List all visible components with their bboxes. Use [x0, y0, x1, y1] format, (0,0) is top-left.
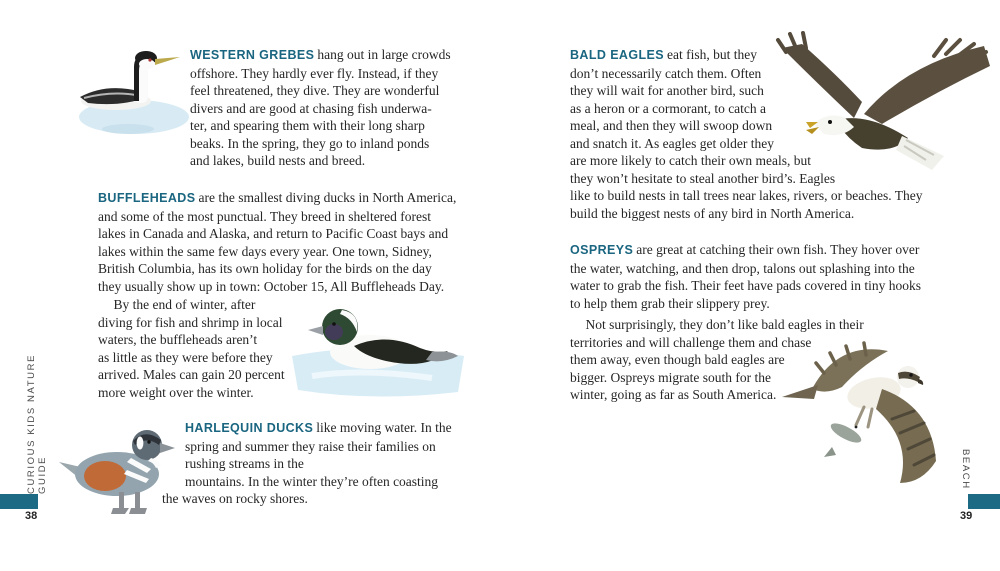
buffleheads-heading: BUFFLEHEADS — [98, 191, 196, 205]
section-first-line — [190, 46, 451, 65]
section-body: By the end of winter, after diving for fish and shrimp in local waters, the buffleheads aren’t as little as they were before they arrived. Males can gain 20 percent more weight over the winter. — [98, 297, 285, 400]
section-body: spring and summer they raise their families on rushing streams in the mountains. In the winter they’re often coasting the waves on rocky shores. — [162, 438, 439, 506]
section-body: the water, watching, and then drop, talons out splashing into the water to grab the fish. Their feet have pads covered in tiny hooks to help them grab their slippery prey. — [570, 260, 922, 311]
western-grebes-heading: WESTERN GREBES — [190, 48, 315, 62]
section-body: offshore. They hardly ever fly. Instead, if they feel threatened, they dive. They are wonderful divers and are good at chasing fish underwa- ter, and spearing them with their long sharp beaks. In the spring, they go to inland ponds and lakes, build nests and breed. — [190, 65, 440, 168]
section-first-line — [570, 46, 923, 65]
section-text: eat fish, but they — [667, 47, 757, 62]
section-text: like moving water. In the — [316, 420, 452, 435]
ospreys-section — [570, 241, 921, 312]
section-body: Not surprisingly, they don’t like bald eagles in their territories and will challenge them and chase them away, even though bald eagles are bigger. Ospreys migrate south for the winter, going as far as South America. — [570, 317, 864, 402]
section-body: and some of the most punctual. They breed in sheltered forest lakes in Canada and Alaska, and return to Pacific Coast bays and lakes within the same few days every year. One town, Sidney, British Columbia, has its own holiday for the birds on the day they usually show up in town: October 15, All Buffleheads Day. — [98, 208, 449, 294]
section-first-line — [185, 419, 452, 438]
ospreys-section-continued — [570, 316, 864, 404]
western-grebes-section — [190, 46, 451, 170]
ospreys-heading: OSPREYS — [570, 243, 634, 257]
buffleheads-section — [98, 189, 456, 295]
harlequin-ducks-heading: HARLEQUIN DUCKS — [185, 421, 314, 435]
series-spine-label: CURIOUS KIDS NATURE GUIDE — [26, 353, 48, 494]
left-page-number: 38 — [25, 510, 38, 522]
western-grebe-illustration — [76, 45, 190, 141]
section-text: hang out in large crowds — [317, 47, 451, 62]
right-page-tab-bar — [968, 494, 1000, 509]
bald-eagles-heading: BALD EAGLES — [570, 48, 664, 62]
section-text: are great at catching their own fish. They hover over — [636, 242, 920, 257]
harlequin-ducks-section — [162, 419, 452, 508]
buffleheads-section-continued — [98, 296, 285, 401]
left-page-tab-bar — [0, 494, 38, 509]
bufflehead-illustration — [282, 298, 472, 400]
section-first-line — [570, 241, 921, 260]
right-page-number: 39 — [960, 510, 973, 522]
section-body: don’t necessarily catch them. Often they will wait for another bird, such as a heron or a cormorant, to catch a meal, and then they will swoop down and snatch it. As eagles get older they are more likely to catch their own meals, but they won’t hesitate to steal another bird’s. Eagles like to build nests in tall trees near lakes, rivers, or beaches. They build the biggest nests of any bird in North America. — [570, 65, 923, 221]
bald-eagles-section — [570, 46, 923, 222]
chapter-edge-label: BEACH — [960, 449, 971, 490]
section-text: are the smallest diving ducks in North America, — [198, 190, 457, 205]
section-first-line — [98, 189, 456, 208]
